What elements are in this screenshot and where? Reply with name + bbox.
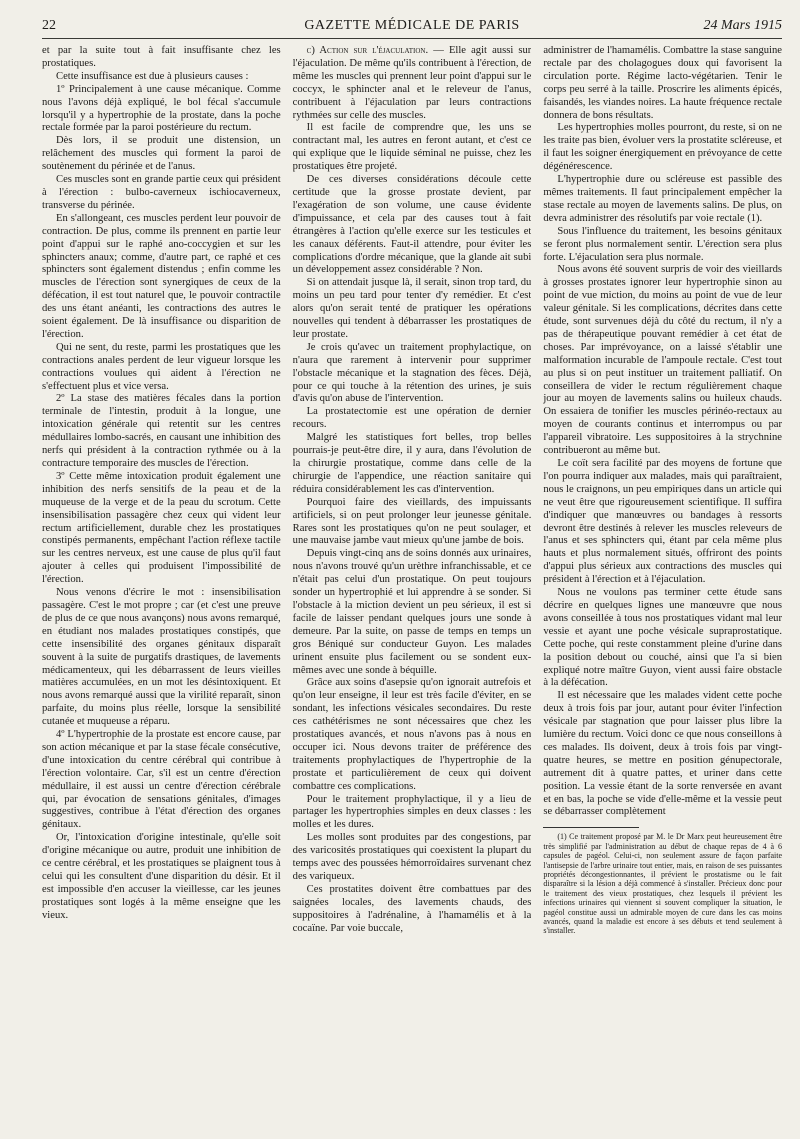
paragraph: Le coït sera facilité par des moyens de fortune que l'on pourra indiquer aux malades, mais qui paraîtraient, nous le craignons, un peu empiriques dans un article qui ne veut être que rigoureusement scientifique. Il suffira d'indiquer que manœuvres ou bandages à ressorts devront être destinés à relever les muscles releveurs de l'anus et ses sphincters qui, étant par cela même plus hauts et plus normalement situés, offriront des points d'appui plus sérieux aux contractions des muscles qui président à l'érection et à l'éjaculation. — [543, 458, 783, 586]
paragraph: De ces diverses considérations découle cette certitude que la grosse prostate devient, par l'exagération de son volume, une cause évidente d'impuissance, et cela par des causes tout à fait étrangères à l'action qu'elle exerce sur les testicules et les canaux déférents. Faut-il attendre, pour éviter les complications d'ordre mécanique, que la glande ait subi un développement assez considérable ? Non. — [292, 174, 532, 276]
issue-date: 24 Mars 1915 — [703, 18, 782, 33]
paragraph: Dès lors, il se produit une distension, un relâchement des muscles qui forment la paroi de soutènement du périnée et de l'anus. — [42, 135, 281, 173]
section-lead-text: — Elle agit aussi sur l'éjaculation. De même qu'ils contribuent à l'érection, de même les muscles qui prennent leur point d'appui sur le coccyx, le sphincter anal et le releveur de l'anus, contribuent à l'éjaculation par leurs contractions rythmées sur celle des muscles. — [292, 45, 532, 121]
paragraph: Malgré les statistiques fort belles, trop belles pourrais-je peut-être dire, il y aura, dans l'évolution de la chirurgie prostatique, comme dans celle de la chirurgie de l'appendice, une réaction sanitaire qui réduira considérablement les cas d'intervention. — [292, 432, 532, 495]
section-paragraph — [293, 45, 532, 122]
paragraph: administrer de l'hamamélis. Combattre la stase sanguine rectale par des cholagogues doux qui favorisent la circulation porte. Régime lacto-végétarien. Tenir le corps peu serré à la taille. Proscrire les aliments épicés, faisandés, les viandes noires. La haute fréquence rectale donnera de bons résultats. — [543, 45, 783, 121]
page-number: 22 — [42, 18, 56, 33]
paragraph: Depuis vingt-cinq ans de soins donnés aux urinaires, nous n'avons trouvé qu'un urèthre infranchissable, et ce n'était pas celui d'un prostatique. On peut toujours sonder un hypertrophié et lui apprendre à se sonder. Si l'obstacle à la miction devient un peu sérieux, il est si facile de laisser pendant quelques jours une sonde à demeure. Par la suite, on passe de temps en temps un gros Béniqué sur conducteur Guyon. Les malades urinent ensuite plus facilement ou se sondent eux-mêmes avec une sonde à béquille. — [292, 548, 532, 676]
paragraph: En s'allongeant, ces muscles perdent leur pouvoir de contraction. De plus, comme ils prennent en partie leur point d'appui sur le raphé ano-coccygien et sur les sphincters anaux; comme, d'autre part, ce raphé et ces sphincters sont également distendus ; enfin comme les muscles de l'érection sont synergiques de ceux de la défécation, il est tout naturel que, le pouvoir contractile des uns étant anéanti, les contractions des autres le soient également. De là insuffisance ou disparition de l'érection. — [42, 212, 281, 340]
paragraph: 3º Cette même intoxication produit également une inhibition des nerfs sensitifs de la peau et de la muqueuse de la verge et de la peau du scrotum. Cette insensibilisation passagère chez ceux qui vident leur rectum artificiellement, durable chez les prostatiques constipés permanents, empêchant l'action réflexe tactile sur les centres nerveux, est une cause de plus qu'il faut ajouter à celles qui produisent l'impossibilité de l'érection. — [42, 470, 281, 586]
paragraph: 1º Principalement à une cause mécanique. Comme nous l'avons déjà expliqué, le bol fécal s'accumule lorsqu'il y a hypertrophie de la prostate, dans la poche rectale formée par la paroi postérieure du rectum. — [42, 83, 281, 134]
paragraph: et par la suite tout à fait insuffisante chez les prostatiques. — [42, 45, 281, 69]
paragraph: Or, l'intoxication d'origine intestinale, qu'elle soit d'origine mécanique ou autre, produit une inhibition de ce centre cérébral, et les prostatiques se plaignent tous à celui qui les consultent d'une disparition du désir. Et il est impossible d'en accuser la vieillesse, car les jeunes prostatiques sont logés à la même enseigne que les vieux. — [42, 832, 281, 921]
paragraph: L'hypertrophie dure ou scléreuse est passible des mêmes traitements. Il faut principalement empêcher la stase rectale au moyen de lavements salins. De plus, on devra administrer des résolutifs par voie rectale (1). — [543, 174, 783, 224]
paragraph: 2º La stase des matières fécales dans la portion terminale de l'intestin, produit à la longue, une intoxication générale qui retentit sur les centres médullaires lombo-sacrés, en causant une inhibition des nerfs qui président à la contraction rythmée ou à la contracture temporaire des muscles de l'érection. — [42, 393, 281, 469]
paragraph: Si on attendait jusque là, il serait, sinon trop tard, du moins un peu tard pour tenter d'y remédier. Et c'est alors qu'on serait tenté de pratiquer les opérations nouvelles qui tendent à débarrasser les prostatiques de leur prostate. — [292, 277, 532, 340]
paragraph: Nous venons d'écrire le mot : insensibilisation passagère. C'est le mot propre ; car (et c'est une preuve de plus de ce que nous avançons) nous avons remarqué, en étudiant nos malades prostatiques constipés, que cette insensibilité des organes génitaux disparaît souvent à la suite de purgatifs drastiques, de lavements médicamenteux, qui les débarrassent de leurs vieilles matières accumulées, en un mot les désintoxiquent. Et nous avons remarqué aussi que la virilité reparaît, sinon parfaite, du moins plus réelle, lorsque la sensibilité cutanée et muqueuse a réparu. — [42, 587, 281, 728]
paragraph: Nous avons été souvent surpris de voir des vieillards à grosses prostates ignorer leur hypertrophie sinon au point de vue miction, du moins au point de vue de leur valeur génitale. Si les complications, décrites dans cette étude, sont survenues déjà du côté du rectum, il n'y a pas de thérapeutique pouvant remédier à cet état de choses. Par imprévoyance, on a laissé s'établir une malformation incurable de l'ampoule rectale. C'est tout au plus si on peut instituer un traitement palliatif. On conseillera de vider le rectum régulièrement chaque jour au moyen de lavements salins ou huileux chauds. On essaiera de tonifier les muscles périnéo-rectaux au moyen de courants continus et interrompus ou par l'appareil vibratoire. Les suppositoires à la strychnine contribueront au même but. — [543, 264, 783, 457]
footnote: (1) Ce traitement proposé par M. le Dr Marx peut heureusement être très simplifié par l'administration au début de chaque repas de 4 à 6 capsules de pagéol. Celui-ci, non seulement assure de façon parfaite l'antisepsie de l'arbre urinaire tout entier, mais, en raison de ses puissantes propriétés décongestionnantes, il prévient le prostatisme ou le fait disparaître si la lésion a déjà commencé à s'installer. Précieux donc pour le traitement des vieux prostatiques, chez lesquels il prévient les infections urinaires qui viennent si souvent compliquer la situation, le pagéol constitue aussi un admirable moyen de cure dans les cas moins avancés, quand la maladie est encore à ses débuts et tend seulement à s'installer. — [543, 832, 783, 936]
paragraph: La prostatectomie est une opération de dernier recours. — [292, 406, 532, 431]
footnote-divider — [543, 827, 638, 828]
column-middle — [293, 45, 532, 1125]
paragraph: Nous ne voulons pas terminer cette étude sans décrire en quelques lignes une manœuvre que nous avons conseillée à tous nos prostatiques vidant mal leur vessie et ayant une poche vésicale supraprostatique. Cette poche, qui reste constamment pleine d'urine dans la position debout ou couché, ainsi que l'a si bien expliqué notre maître Guyon, vient aussi faire obstacle à la défécation. — [543, 587, 783, 689]
paragraph: 4º L'hypertrophie de la prostate est encore cause, par son action mécanique et par la stase fécale consécutive, d'une intoxication du centre cérébral qui contribue à l'érection volontaire. Car, s'il est un centre d'érection médullaire, il est aussi un centre d'érection cérébrale qui, par évocation de sensations génitales, d'images suggestives, contribue à l'état d'érection des organes génitaux. — [42, 729, 281, 831]
paragraph: Sous l'influence du traitement, les besoins génitaux se feront plus normalement sentir. L'érection sera plus forte. L'éjaculation sera plus normale. — [543, 225, 783, 263]
page-header — [42, 14, 782, 39]
paragraph: Il est nécessaire que les malades vident cette poche deux à trois fois par jour, autant pour éviter l'infection vésicale par stagnation que pour laisser plus libre la lumière du rectum. Voici donc ce que nous conseillons à ces malades. Ils doivent, deux à trois fois par vingt-quatre heures, se mettre en position génupectorale, autrement dit à quatre pattes, et uriner dans cette position. La vessie étant de la sorte renversée en avant et en bas, la poche se vide d'elle-même et la vessie peut se débarrasser complètement — [543, 690, 783, 818]
paragraph: Grâce aux soins d'asepsie qu'on ignorait autrefois et qu'on leur enseigne, il leur est très facile d'éviter, en se sondant, les infections vésicales secondaires. Du reste ces cathétérismes ne sont nécessaires que chez les prostatiques avancés, et nous n'avons pas à nous en occuper ici. Nous devons traiter de préférence des traitements prophylactiques de l'hypertrophie de la prostate et particulièrement de ceux qui doivent combattre ces complications. — [292, 677, 532, 792]
paragraph: Pourquoi faire des vieillards, des impuissants artificiels, si on peut prolonger leur jeunesse génitale. Rares sont les prostatiques qu'on ne peut soulager, et une mauvaise jambe vaut mieux qu'une jambe de bois. — [292, 496, 532, 547]
column-right — [543, 45, 782, 1125]
paragraph: Je crois qu'avec un traitement prophylactique, on n'aura que rarement à intervenir pour supprimer l'obstacle mécanique et la stagnation des fèces. Déjà, pour ce qui touche à la rétention des urines, je suis d'avis qu'on abuse de l'intervention. — [292, 341, 532, 405]
paragraph: Pour le traitement prophylactique, il y a lieu de partager les hypertrophies simples en deux classes : les molles et les dures. — [292, 793, 532, 831]
column-left — [42, 45, 281, 1125]
journal-title: GAZETTE MÉDICALE DE PARIS — [304, 18, 520, 33]
paragraph: Les hypertrophies molles pourront, du reste, si on ne les traite pas bien, évoluer vers la prostatite scléreuse, et il faut les soigner énergiquement en prévoyance de cette dégénérescence. — [543, 122, 783, 173]
paragraph: Il est facile de comprendre que, les uns se contractant mal, les autres en feront autant, et c'est ce qui explique que le liquide séminal ne puisse, chez les prostatiques être projeté. — [292, 122, 532, 173]
text-columns — [42, 45, 782, 1125]
section-heading: c) Action sur l'éjaculation. — [306, 45, 429, 56]
paragraph: Les molles sont produites par des congestions, par des varicosités prostatiques qui coexistent la plupart du temps avec des poussées hémorroïdaires survenant chez des variqueux. — [292, 832, 532, 882]
paragraph: Qui ne sent, du reste, parmi les prostatiques que les contractions anales perdent de leur vigueur lorsque les contractions voulues qui aident à l'érection ne s'effectuent plus et vice versa. — [42, 341, 281, 392]
paragraph: Cette insuffisance est due à plusieurs causes : — [56, 70, 249, 82]
paragraph: Ces muscles sont en grande partie ceux qui président à l'érection : bulbo-caverneux ischiocaverneux, transverse du périnée. — [42, 174, 281, 211]
page — [42, 14, 782, 1134]
paragraph: Ces prostatites doivent être combattues par des saignées locales, des lavements chauds, des suppositoires à l'adrénaline, à l'hamamélis et à la cocaïne. Par voie buccale, — [292, 883, 532, 934]
